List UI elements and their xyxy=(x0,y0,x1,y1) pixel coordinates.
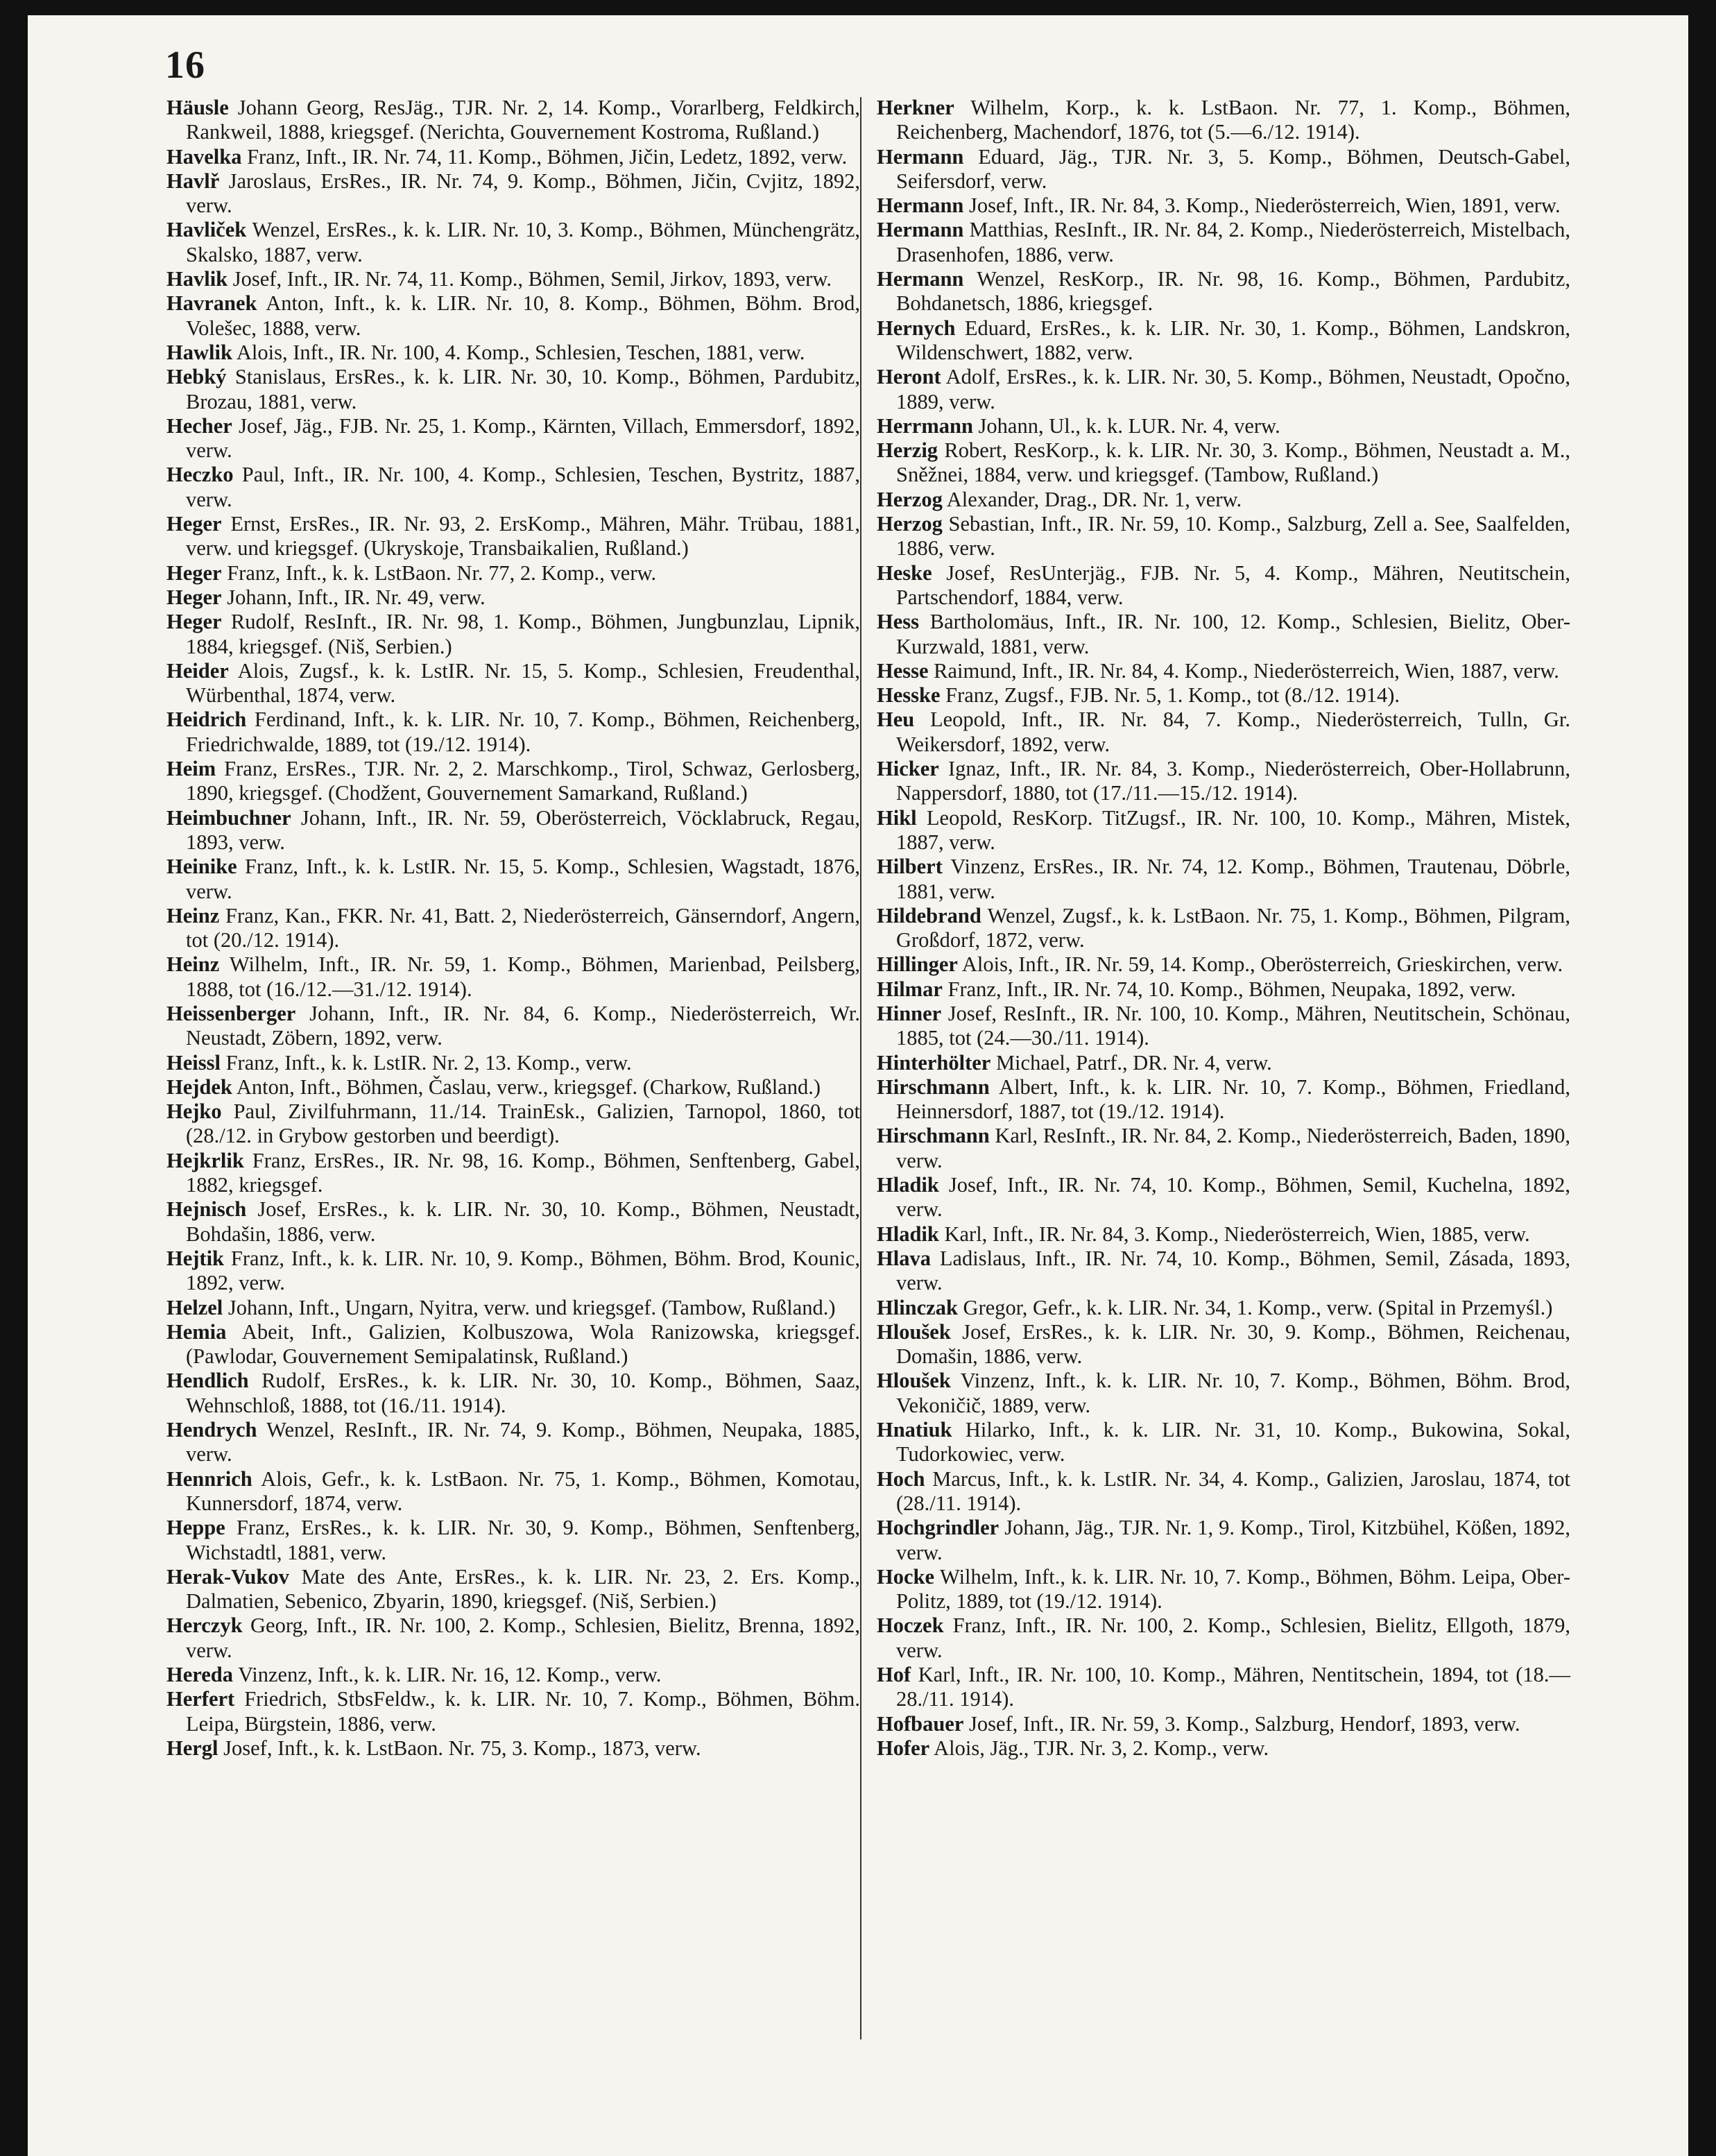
register-entry xyxy=(877,1247,1570,1296)
entry-surname: Helzel xyxy=(166,1295,223,1319)
entry-surname: Heinz xyxy=(166,952,220,977)
entry-surname: Hochgrindler xyxy=(877,1516,999,1540)
entry-details: Josef, Inft., k. k. LstBaon. Nr. 75, 3. Komp., 1873, verw. xyxy=(218,1736,701,1760)
register-entry xyxy=(166,952,860,1002)
register-entry xyxy=(877,561,1570,610)
entry-details: Alois, Inft., IR. Nr. 59, 14. Komp., Oberösterreich, Grieskirchen, verw. xyxy=(957,952,1563,977)
entry-details: Alois, Zugsf., k. k. LstIR. Nr. 15, 5. Komp., Schlesien, Freudenthal, Würbenthal, 1874, verw. xyxy=(186,658,860,708)
entry-surname: Herzog xyxy=(877,512,943,536)
register-entry xyxy=(877,1467,1570,1516)
entry-details: Josef, Inft., IR. Nr. 74, 10. Komp., Böhmen, Semil, Kuchelna, 1892, verw. xyxy=(896,1173,1570,1222)
entry-surname: Hloušek xyxy=(877,1369,951,1393)
register-entry xyxy=(166,855,860,904)
entry-details: Franz, ErsRes., k. k. LIR. Nr. 30, 9. Komp., Böhmen, Senftenberg, Wichstadtl, 1881, verw. xyxy=(186,1516,860,1564)
register-entry xyxy=(166,1002,860,1051)
entry-surname: Heger xyxy=(166,512,222,536)
entry-details: Franz, Inft., IR. Nr. 100, 2. Komp., Schlesien, Bielitz, Ellgoth, 1879, verw. xyxy=(896,1614,1570,1662)
register-entry xyxy=(877,1173,1570,1222)
entry-surname: Hofer xyxy=(877,1736,930,1760)
entry-details: Josef, ResInft., IR. Nr. 100, 10. Komp., Mähren, Neutitschein, Schönau, 1885, tot (24.—30./11. 1914). xyxy=(896,1001,1570,1050)
entry-details: Josef, Inft., IR. Nr. 59, 3. Komp., Salzburg, Hendorf, 1893, verw. xyxy=(963,1711,1520,1736)
entry-details: Alois, Gefr., k. k. LstBaon. Nr. 75, 1. Komp., Böhmen, Komotau, Kunnersdorf, 1874, verw. xyxy=(186,1466,860,1515)
register-entry xyxy=(166,291,860,341)
entry-surname: Heppe xyxy=(166,1516,225,1540)
entry-surname: Herczyk xyxy=(166,1614,243,1638)
register-entry xyxy=(877,952,1570,977)
entry-surname: Hikl xyxy=(877,805,917,830)
entry-surname: Herfert xyxy=(166,1687,235,1711)
register-entry xyxy=(166,1296,860,1320)
entry-surname: Hejnisch xyxy=(166,1197,247,1222)
register-entry xyxy=(166,757,860,806)
register-entry xyxy=(877,806,1570,855)
entry-surname: Hemia xyxy=(166,1319,227,1344)
entry-surname: Herkner xyxy=(877,96,954,119)
entry-surname: Hilbert xyxy=(877,855,943,879)
entry-details: Ernst, ErsRes., IR. Nr. 93, 2. ErsKomp., Mähren, Mähr. Trübau, 1881, verw. und kriegsgef. (Ukryskoje, Transbaikalien, Rußland.) xyxy=(186,512,860,561)
entry-details: Leopold, Inft., IR. Nr. 84, 7. Komp., Niederösterreich, Tulln, Gr. Weikersdorf, 1892, verw. xyxy=(896,708,1570,756)
entry-surname: Hloušek xyxy=(877,1319,951,1344)
register-entry xyxy=(166,145,860,169)
register-entry xyxy=(166,561,860,585)
register-entry xyxy=(166,365,860,414)
entry-details: Johann Georg, ResJäg., TJR. Nr. 2, 14. Komp., Vorarlberg, Feldkirch, Rankweil, 1888, kriegsgef. (Nerichta, Gouvernement Kostroma, Rußland.) xyxy=(186,96,860,144)
entry-surname: Herrmann xyxy=(877,413,973,438)
entry-surname: Havlř xyxy=(166,169,220,193)
entry-details: Alois, Jäg., TJR. Nr. 3, 2. Komp., verw. xyxy=(929,1736,1269,1760)
entry-surname: Hejdek xyxy=(166,1075,232,1099)
entry-surname: Havliček xyxy=(166,218,247,242)
entry-surname: Havranek xyxy=(166,291,257,316)
entry-details: Stanislaus, ErsRes., k. k. LIR. Nr. 30, 10. Komp., Böhmen, Pardubitz, Brozau, 1881, verw. xyxy=(186,365,860,413)
register-entry xyxy=(166,1075,860,1100)
entry-surname: Hoczek xyxy=(877,1614,944,1638)
entry-surname: Heimbuchner xyxy=(166,805,291,830)
entry-surname: Hillinger xyxy=(877,952,958,977)
entry-details: Eduard, Jäg., TJR. Nr. 3, 5. Komp., Böhmen, Deutsch-Gabel, Seifersdorf, verw. xyxy=(896,144,1570,193)
register-entry xyxy=(166,218,860,267)
entry-surname: Hesske xyxy=(877,683,941,708)
register-entry xyxy=(877,904,1570,953)
register-entry xyxy=(877,1222,1570,1247)
entry-surname: Heider xyxy=(166,658,229,683)
register-entry xyxy=(877,512,1570,561)
entry-details: Franz, Zugsf., FJB. Nr. 5, 1. Komp., tot (8./12. 1914). xyxy=(940,683,1400,708)
entry-surname: Heske xyxy=(877,561,932,585)
register-entry xyxy=(877,145,1570,194)
register-entry xyxy=(877,1296,1570,1320)
register-entry xyxy=(877,855,1570,904)
register-entry xyxy=(166,1418,860,1467)
register-entry xyxy=(877,96,1570,145)
register-entry xyxy=(877,1320,1570,1369)
register-entry xyxy=(877,683,1570,708)
entry-details: Josef, ErsRes., k. k. LIR. Nr. 30, 9. Komp., Böhmen, Reichenau, Domašin, 1886, verw. xyxy=(896,1319,1570,1369)
right-column xyxy=(877,96,1570,1761)
register-entry xyxy=(877,218,1570,267)
entry-details: Jaroslaus, ErsRes., IR. Nr. 74, 9. Komp., Böhmen, Jičin, Cvjitz, 1892, verw. xyxy=(186,169,860,218)
register-entry xyxy=(166,1467,860,1516)
entry-surname: Havelka xyxy=(166,144,242,169)
entry-details: Ladislaus, Inft., IR. Nr. 74, 10. Komp., Böhmen, Semil, Zásada, 1893, verw. xyxy=(896,1246,1570,1295)
entry-surname: Hejkrlik xyxy=(166,1148,244,1172)
entry-surname: Heront xyxy=(877,365,941,389)
entry-details: Josef, Inft., IR. Nr. 74, 11. Komp., Böhmen, Semil, Jirkov, 1893, verw. xyxy=(228,267,832,291)
register-entry xyxy=(877,438,1570,488)
entry-details: Johann, Ul., k. k. LUR. Nr. 4, verw. xyxy=(972,413,1280,438)
entry-surname: Hernych xyxy=(877,316,956,340)
register-entry xyxy=(166,96,860,145)
entry-details: Wenzel, ErsRes., k. k. LIR. Nr. 10, 3. Komp., Böhmen, Münchengrätz, Skalsko, 1887, verw. xyxy=(186,218,860,266)
entry-details: Albert, Inft., k. k. LIR. Nr. 10, 7. Komp., Böhmen, Friedland, Heinnersdorf, 1887, tot (19./12. 1914). xyxy=(896,1075,1570,1124)
entry-details: Georg, Inft., IR. Nr. 100, 2. Komp., Schlesien, Bielitz, Brenna, 1892, verw. xyxy=(186,1614,860,1662)
entry-surname: Herzog xyxy=(877,487,943,511)
register-entry xyxy=(877,1369,1570,1418)
column-divider xyxy=(860,97,861,2039)
entry-surname: Hebký xyxy=(166,365,227,389)
entry-surname: Hawlik xyxy=(166,340,232,364)
entry-details: Alexander, Drag., DR. Nr. 1, verw. xyxy=(942,487,1242,511)
entry-details: Franz, Inft., IR. Nr. 74, 11. Komp., Böhmen, Jičin, Ledetz, 1892, verw. xyxy=(241,144,848,169)
scan-border-top xyxy=(0,0,1716,15)
register-entry xyxy=(877,414,1570,438)
entry-details: Franz, ErsRes., TJR. Nr. 2, 2. Marschkomp., Tirol, Schwaz, Gerlosberg, 1890, kriegsgef. (Chodžent, Gouvernement Samarkand, Rußland.) xyxy=(186,757,860,805)
register-entry xyxy=(877,194,1570,218)
entry-details: Anton, Inft., k. k. LIR. Nr. 10, 8. Komp., Böhmen, Böhm. Brod, Volešec, 1888, verw. xyxy=(186,291,860,340)
entry-surname: Heissl xyxy=(166,1050,221,1075)
register-entry xyxy=(877,1075,1570,1124)
entry-surname: Hirschmann xyxy=(877,1075,990,1099)
entry-surname: Heissenberger xyxy=(166,1001,296,1025)
entry-details: Alois, Inft., IR. Nr. 100, 4. Komp., Schlesien, Teschen, 1881, verw. xyxy=(232,340,805,364)
register-entry xyxy=(166,463,860,512)
entry-surname: Hirschmann xyxy=(877,1124,990,1148)
entry-details: Leopold, ResKorp. TitZugsf., IR. Nr. 100, 10. Komp., Mähren, Mistek, 1887, verw. xyxy=(896,805,1570,854)
entry-details: Sebastian, Inft., IR. Nr. 59, 10. Komp., Salzburg, Zell a. See, Saalfelden, 1886, verw. xyxy=(896,512,1570,561)
entry-surname: Herak-Vukov xyxy=(166,1564,289,1589)
entry-surname: Hendrych xyxy=(166,1418,257,1442)
entry-surname: Heim xyxy=(166,757,216,781)
entry-surname: Hocke xyxy=(877,1564,935,1589)
register-entry xyxy=(166,1687,860,1736)
register-entry xyxy=(166,1369,860,1418)
entry-details: Michael, Patrf., DR. Nr. 4, verw. xyxy=(990,1050,1272,1075)
entry-details: Adolf, ErsRes., k. k. LIR. Nr. 30, 5. Komp., Böhmen, Neustadt, Opočno, 1889, verw. xyxy=(896,365,1570,413)
entry-details: Friedrich, StbsFeldw., k. k. LIR. Nr. 10, 7. Komp., Böhmen, Böhm. Leipa, Bürgstein, 1886, verw. xyxy=(186,1687,860,1736)
entry-surname: Hicker xyxy=(877,757,939,781)
register-entry xyxy=(877,316,1570,366)
entry-details: Rudolf, ResInft., IR. Nr. 98, 1. Komp., Böhmen, Jungbunzlau, Lipnik, 1884, kriegsgef. (Niš, Serbien.) xyxy=(186,610,860,658)
register-entry xyxy=(166,267,860,291)
register-entry xyxy=(877,708,1570,757)
entry-details: Wenzel, ResKorp., IR. Nr. 98, 16. Komp., Böhmen, Pardubitz, Bohdanetsch, 1886, kriegsgef. xyxy=(896,267,1570,316)
entry-surname: Hendlich xyxy=(166,1369,249,1393)
entry-details: Paul, Zivilfuhrmann, 11./14. TrainEsk., Galizien, Tarnopol, 1860, tot (28./12. in Grybow gestorben und beerdigt). xyxy=(186,1100,860,1148)
entry-surname: Hilmar xyxy=(877,977,943,1001)
register-entry xyxy=(877,659,1570,683)
register-entry xyxy=(166,341,860,365)
entry-details: Wilhelm, Inft., k. k. LIR. Nr. 10, 7. Komp., Böhmen, Böhm. Leipa, Ober-Politz, 1889, tot (19./12. 1914). xyxy=(896,1564,1570,1614)
entry-details: Ignaz, Inft., IR. Nr. 84, 3. Komp., Niederösterreich, Ober-Hollabrunn, Nappersdorf, 1880, tot (17./11.—15./12. 1914). xyxy=(896,757,1570,805)
entry-details: Josef, ResUnterjäg., FJB. Nr. 5, 4. Komp., Mähren, Neutitschein, Partschendorf, 1884, verw. xyxy=(896,561,1570,609)
register-entry xyxy=(877,757,1570,806)
entry-details: Matthias, ResInft., IR. Nr. 84, 2. Komp., Niederösterreich, Mistelbach, Drasenhofen, 1886, verw. xyxy=(896,218,1570,266)
entry-surname: Heger xyxy=(166,561,222,585)
page-number: 16 xyxy=(165,44,205,87)
entry-details: Eduard, ErsRes., k. k. LIR. Nr. 30, 1. Komp., Böhmen, Landskron, Wildenschwert, 1882, verw. xyxy=(896,316,1570,364)
entry-surname: Hlinczak xyxy=(877,1295,958,1319)
entry-details: Gregor, Gefr., k. k. LIR. Nr. 34, 1. Komp., verw. (Spital in Przemyśl.) xyxy=(957,1295,1553,1319)
entry-surname: Hejtik xyxy=(166,1246,225,1270)
register-entry xyxy=(166,1100,860,1149)
entry-details: Mate des Ante, ErsRes., k. k. LIR. Nr. 23, 2. Ers. Komp., Dalmatien, Sebenico, Zbyarin, 1890, kriegsgef. (Niš, Serbien.) xyxy=(186,1564,860,1614)
entry-details: Wenzel, ResInft., IR. Nr. 74, 9. Komp., Böhmen, Neupaka, 1885, verw. xyxy=(186,1418,860,1466)
entry-surname: Hennrich xyxy=(166,1466,252,1491)
register-entry xyxy=(166,169,860,219)
entry-surname: Hlava xyxy=(877,1246,931,1270)
entry-details: Karl, Inft., IR. Nr. 84, 3. Komp., Niederösterreich, Wien, 1885, verw. xyxy=(938,1222,1530,1246)
entry-details: Franz, Inft., k. k. LIR. Nr. 10, 9. Komp., Böhmen, Böhm. Brod, Kounic, 1892, verw. xyxy=(186,1246,860,1295)
register-entry xyxy=(877,1736,1570,1761)
entry-surname: Hecher xyxy=(166,413,232,438)
entry-details: Karl, Inft., IR. Nr. 100, 10. Komp., Mähren, Nentitschein, 1894, tot (18.—28./11. 1914). xyxy=(896,1663,1570,1711)
entry-details: Karl, ResInft., IR. Nr. 84, 2. Komp., Niederösterreich, Baden, 1890, verw. xyxy=(896,1124,1570,1172)
entry-details: Johann, Inft., IR. Nr. 59, Oberösterreich, Vöcklabruck, Regau, 1893, verw. xyxy=(186,805,860,854)
entry-surname: Heger xyxy=(166,610,222,634)
register-entry xyxy=(877,488,1570,512)
register-entry xyxy=(877,1002,1570,1051)
register-entry xyxy=(166,708,860,757)
entry-surname: Hinterhölter xyxy=(877,1050,991,1075)
entry-surname: Hermann xyxy=(877,267,964,291)
register-entry xyxy=(166,1051,860,1075)
entry-details: Wilhelm, Inft., IR. Nr. 59, 1. Komp., Böhmen, Marienbad, Peilsberg, 1888, tot (16./12.—31./12. 1914). xyxy=(186,952,860,1001)
scan-border-left xyxy=(0,0,28,2156)
register-entry xyxy=(166,610,860,659)
entry-details: Vinzenz, Inft., k. k. LIR. Nr. 16, 12. Komp., verw. xyxy=(233,1663,662,1686)
entry-surname: Hof xyxy=(877,1663,911,1686)
entry-details: Franz, Inft., IR. Nr. 74, 10. Komp., Böhmen, Neupaka, 1892, verw. xyxy=(942,977,1516,1001)
entry-surname: Hergl xyxy=(166,1736,218,1760)
register-entry xyxy=(166,1614,860,1663)
entry-details: Franz, Inft., k. k. LstIR. Nr. 2, 13. Komp., verw. xyxy=(220,1050,632,1075)
entry-surname: Hoch xyxy=(877,1466,925,1491)
entry-surname: Hesse xyxy=(877,658,929,683)
register-entry xyxy=(877,1051,1570,1075)
entry-surname: Hladik xyxy=(877,1173,939,1197)
register-entry xyxy=(166,1149,860,1198)
register-entry xyxy=(166,1565,860,1614)
register-entry xyxy=(166,1663,860,1687)
entry-surname: Hermann xyxy=(877,194,964,218)
entry-surname: Hess xyxy=(877,610,919,634)
entry-surname: Hnatiuk xyxy=(877,1418,952,1442)
entry-details: Josef, ErsRes., k. k. LIR. Nr. 30, 10. Komp., Böhmen, Neustadt, Bohdašin, 1886, verw. xyxy=(186,1197,860,1246)
entry-details: Abeit, Inft., Galizien, Kolbuszowa, Wola Ranizowska, kriegsgef. (Pawlodar, Gouvernement Semipalatinsk, Rußland.) xyxy=(186,1319,860,1369)
entry-details: Vinzenz, Inft., k. k. LIR. Nr. 10, 7. Komp., Böhmen, Böhm. Brod, Vekoničič, 1889, verw. xyxy=(896,1369,1570,1417)
entry-details: Hilarko, Inft., k. k. LIR. Nr. 31, 10. Komp., Bukowina, Sokal, Tudorkowiec, verw. xyxy=(896,1418,1570,1466)
register-entry xyxy=(166,1320,860,1369)
entry-details: Raimund, Inft., IR. Nr. 84, 4. Komp., Niederösterreich, Wien, 1887, verw. xyxy=(928,658,1559,683)
entry-surname: Havlik xyxy=(166,267,228,291)
entry-details: Johann, Inft., IR. Nr. 49, verw. xyxy=(221,585,486,609)
entry-details: Robert, ResKorp., k. k. LIR. Nr. 30, 3. Komp., Böhmen, Neustadt a. M., Sněžnei, 1884, verw. und kriegsgef. (Tambow, Rußland.) xyxy=(896,438,1570,487)
entry-surname: Hinner xyxy=(877,1001,942,1025)
register-entry xyxy=(166,1516,860,1565)
entry-details: Wenzel, Zugsf., k. k. LstBaon. Nr. 75, 1. Komp., Böhmen, Pilgram, Großdorf, 1872, verw. xyxy=(896,903,1570,952)
register-entry xyxy=(877,365,1570,414)
register-entry xyxy=(877,1418,1570,1467)
register-entry xyxy=(877,1565,1570,1614)
entry-surname: Heinike xyxy=(166,855,237,879)
entry-details: Franz, Inft., k. k. LstIR. Nr. 15, 5. Komp., Schlesien, Wagstadt, 1876, verw. xyxy=(186,855,860,903)
register-entry xyxy=(877,1712,1570,1736)
register-entry xyxy=(877,977,1570,1002)
register-entry xyxy=(166,659,860,708)
entry-surname: Hermann xyxy=(877,144,964,169)
register-entry xyxy=(166,585,860,610)
entry-surname: Häusle xyxy=(166,96,229,119)
register-entry xyxy=(166,806,860,855)
register-entry xyxy=(166,414,860,463)
entry-surname: Heidrich xyxy=(166,708,247,732)
entry-surname: Hladik xyxy=(877,1222,939,1246)
register-entry xyxy=(166,1197,860,1247)
entry-surname: Heger xyxy=(166,585,222,609)
entry-details: Paul, Inft., IR. Nr. 100, 4. Komp., Schlesien, Teschen, Bystritz, 1887, verw. xyxy=(186,463,860,511)
register-entry xyxy=(877,267,1570,316)
register-entry xyxy=(166,1736,860,1761)
entry-details: Rudolf, ErsRes., k. k. LIR. Nr. 30, 10. Komp., Böhmen, Saaz, Wehnschloß, 1888, tot (16./11. 1914). xyxy=(186,1369,860,1417)
entry-surname: Heu xyxy=(877,708,915,732)
entry-surname: Heczko xyxy=(166,463,234,487)
entry-details: Marcus, Inft., k. k. LstIR. Nr. 34, 4. Komp., Galizien, Jaroslau, 1874, tot (28./11. 1914). xyxy=(896,1466,1570,1515)
entry-details: Johann, Inft., IR. Nr. 84, 6. Komp., Niederösterreich, Wr. Neustadt, Zöbern, 1892, verw. xyxy=(186,1001,860,1050)
entry-surname: Hermann xyxy=(877,218,964,242)
entry-surname: Heinz xyxy=(166,903,220,927)
entry-details: Ferdinand, Inft., k. k. LIR. Nr. 10, 7. Komp., Böhmen, Reichenberg, Friedrichwalde, 1889, tot (19./12. 1914). xyxy=(186,708,860,756)
register-entry xyxy=(877,1663,1570,1712)
register-entry xyxy=(877,1516,1570,1565)
entry-details: Johann, Inft., Ungarn, Nyitra, verw. und kriegsgef. (Tambow, Rußland.) xyxy=(223,1295,836,1319)
entry-details: Josef, Jäg., FJB. Nr. 25, 1. Komp., Kärnten, Villach, Emmersdorf, 1892, verw. xyxy=(186,413,860,463)
entry-details: Wilhelm, Korp., k. k. LstBaon. Nr. 77, 1. Komp., Böhmen, Reichenberg, Machendorf, 1876, tot (5.—6./12. 1914). xyxy=(896,96,1570,144)
entry-details: Bartholomäus, Inft., IR. Nr. 100, 12. Komp., Schlesien, Bielitz, Ober-Kurzwald, 1881, verw. xyxy=(896,610,1570,658)
register-entry xyxy=(166,904,860,953)
entry-details: Johann, Jäg., TJR. Nr. 1, 9. Komp., Tirol, Kitzbühel, Kößen, 1892, verw. xyxy=(896,1516,1570,1564)
entry-surname: Hofbauer xyxy=(877,1711,964,1736)
entry-details: Anton, Inft., Böhmen, Časlau, verw., kriegsgef. (Charkow, Rußland.) xyxy=(232,1075,821,1099)
entry-details: Franz, Inft., k. k. LstBaon. Nr. 77, 2. Komp., verw. xyxy=(221,561,657,585)
scan-border-right xyxy=(1688,0,1716,2156)
entry-surname: Hildebrand xyxy=(877,903,981,927)
entry-details: Franz, ErsRes., IR. Nr. 98, 16. Komp., Böhmen, Senftenberg, Gabel, 1882, kriegsgef. xyxy=(186,1148,860,1197)
register-entry xyxy=(877,610,1570,659)
register-entry xyxy=(166,512,860,561)
entry-details: Vinzenz, ErsRes., IR. Nr. 74, 12. Komp., Böhmen, Trautenau, Döbrle, 1881, verw. xyxy=(896,855,1570,903)
entry-surname: Hereda xyxy=(166,1663,233,1686)
entry-details: Franz, Kan., FKR. Nr. 41, Batt. 2, Niederösterreich, Gänserndorf, Angern, tot (20./12. 1914). xyxy=(186,903,860,952)
register-entry xyxy=(166,1247,860,1296)
register-entry xyxy=(877,1124,1570,1173)
register-entry xyxy=(877,1614,1570,1663)
entry-details: Josef, Inft., IR. Nr. 84, 3. Komp., Niederösterreich, Wien, 1891, verw. xyxy=(963,194,1561,218)
left-column xyxy=(166,96,860,1761)
entry-surname: Hejko xyxy=(166,1100,222,1124)
entry-surname: Herzig xyxy=(877,438,938,463)
